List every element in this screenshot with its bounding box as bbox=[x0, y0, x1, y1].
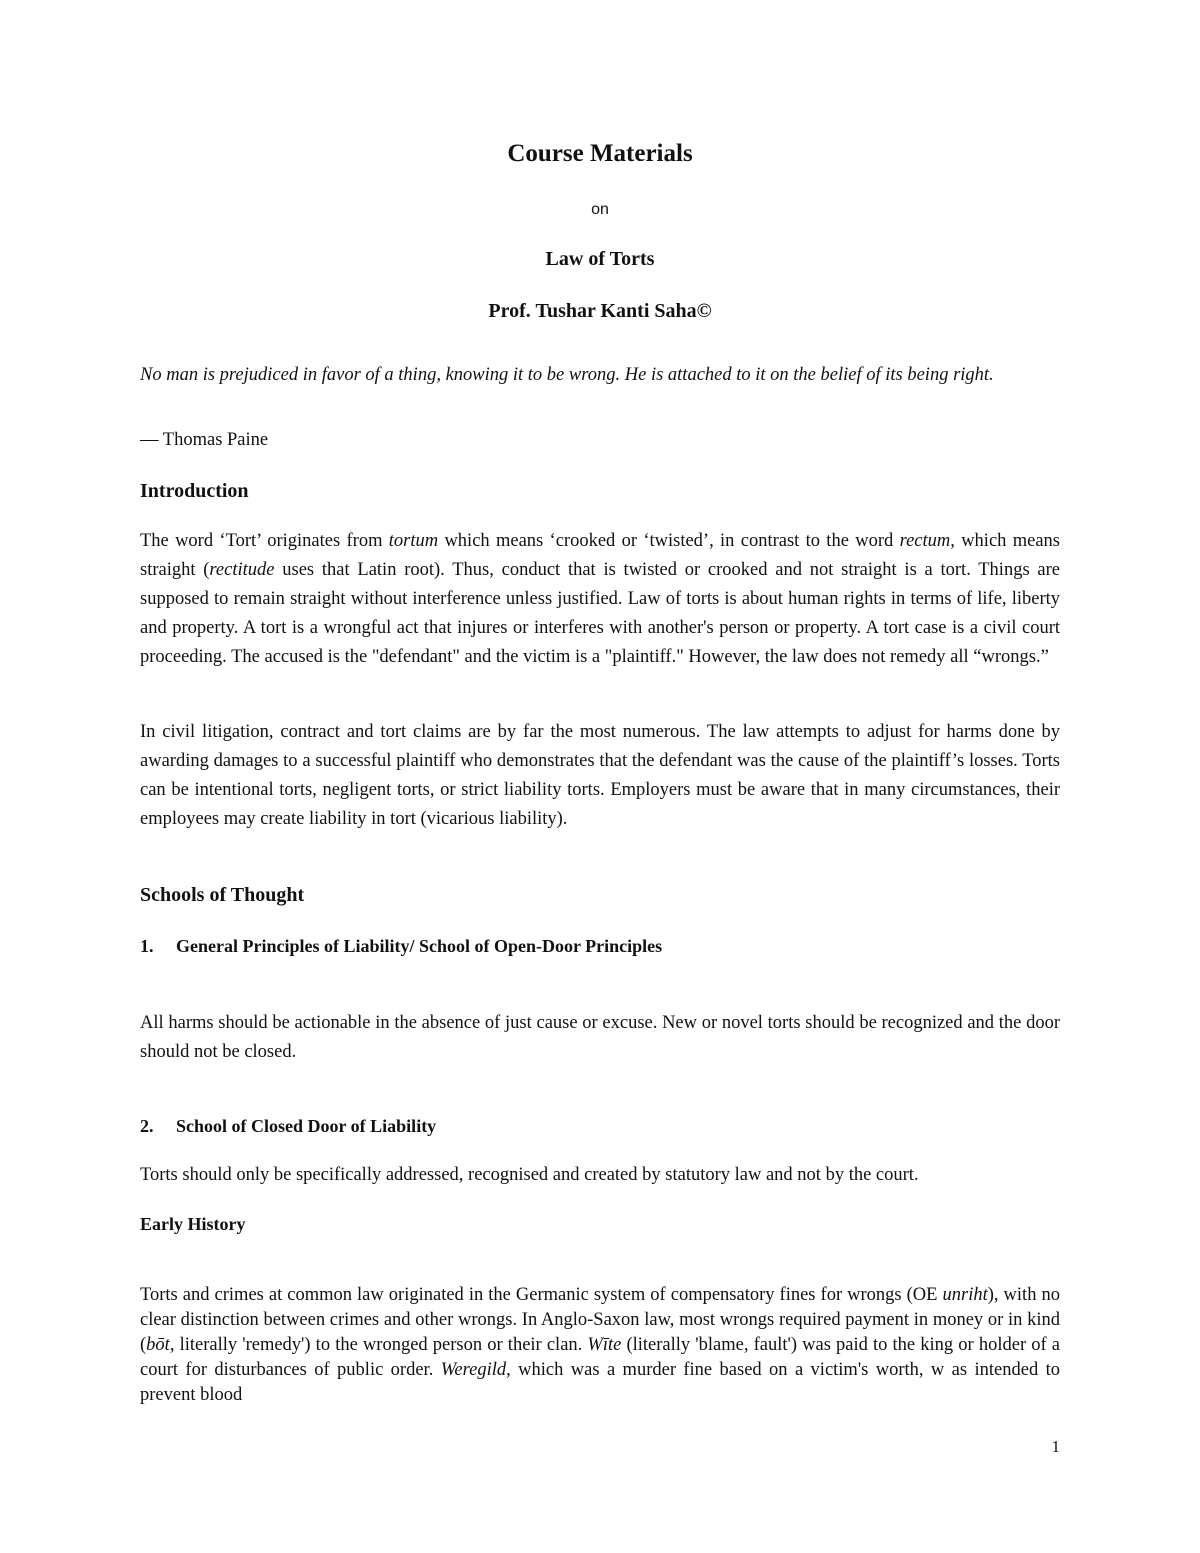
introduction-paragraph-2: In civil litigation, contract and tort claims are by far the most numerous. The law attempts to adjust for harms done by awarding damages to a successful plaintiff who demonstrates that the defendant was the cause of the plaintiff’s losses. Torts can be intentional torts, negligent torts, or strict liability torts. Employers must be aware that in many circumstances, their employees may create liability in tort (vicarious liability). bbox=[140, 722, 1060, 829]
school-1-number: 1. bbox=[140, 936, 154, 956]
school-2-title: School of Closed Door of Liability bbox=[176, 1116, 437, 1136]
school-1-title: General Principles of Liability/ School of Open-Door Principles bbox=[176, 936, 663, 956]
school-2-number: 2. bbox=[140, 1116, 154, 1136]
eh-text-a: Torts and crimes at common law originated in the Germanic system of compensatory fines for wrongs (OE bbox=[140, 1285, 943, 1305]
eh-term-wite: Wīte bbox=[587, 1335, 622, 1355]
early-history-paragraph bbox=[140, 1283, 1060, 1408]
eh-text-i: , which was a murder fine based on a victim's worth, w as intended to prevent blood bbox=[140, 1360, 1060, 1405]
intro-p1-text-c: which means ‘crooked or ‘twisted’, in contrast to the word bbox=[438, 531, 900, 551]
eh-term-bot: bōt bbox=[146, 1335, 170, 1355]
intro-p1-text-e: which means straight ( bbox=[140, 531, 1060, 580]
heading-early-history: Early History bbox=[140, 1214, 246, 1234]
page-number: 1 bbox=[1051, 1437, 1060, 1456]
intro-p1-term-rectum: rectum, bbox=[899, 531, 955, 551]
school-1-heading bbox=[140, 936, 662, 957]
eh-text-e: , literally 'remedy') to the wronged person or their clan. bbox=[169, 1335, 588, 1355]
eh-term-unriht: unriht bbox=[942, 1285, 988, 1305]
document-title: Course Materials bbox=[507, 140, 693, 167]
epigraph-quote: No man is prejudiced in favor of a thing, knowing it to be wrong. He is attached to it on the belief of its being right. bbox=[140, 365, 994, 385]
heading-schools-of-thought: Schools of Thought bbox=[140, 884, 305, 906]
introduction-paragraph-1 bbox=[140, 527, 1060, 672]
title-connector: on bbox=[591, 201, 609, 218]
school-2-heading bbox=[140, 1116, 436, 1137]
document-author: Prof. Tushar Kanti Saha© bbox=[488, 300, 712, 322]
school-2-body: Torts should only be specifically addressed, recognised and created by statutory law and not by the court. bbox=[140, 1165, 919, 1185]
school-1-body: All harms should be actionable in the absence of just cause or excuse. New or novel torts should be recognized and the door should not be closed. bbox=[140, 1013, 1060, 1062]
eh-term-weregild: Weregild bbox=[440, 1360, 507, 1380]
intro-p1-term-rectitude: rectitude bbox=[209, 560, 275, 580]
epigraph-author: — Thomas Paine bbox=[140, 430, 269, 450]
intro-p1-term-tortum: tortum bbox=[388, 531, 439, 551]
intro-p1-text-g: uses that Latin root). Thus, conduct that is twisted or crooked and not straight is a tort. Things are supposed to remain straight without interference unless justified. Law of torts is about human rights in terms of life, liberty and property. A tort is a wrongful act that injures or interferes with another's person or property. A tort case is a civil court proceeding. The accused is the "defendant" and the victim is a "plaintiff." However, the law does not remedy all “wrongs.” bbox=[140, 560, 1060, 667]
eh-text-g: (literally 'blame, fault') was paid to the king or holder of a court for disturbances of public order. bbox=[140, 1335, 1060, 1380]
document-subtitle: Law of Torts bbox=[545, 248, 655, 270]
eh-text-c: ), with no clear distinction between crimes and other wrongs. In Anglo-Saxon law, most wrongs required payment in money or in kind ( bbox=[140, 1285, 1060, 1355]
intro-p1-text-a: The word ‘Tort’ originates from bbox=[140, 531, 389, 551]
heading-introduction: Introduction bbox=[140, 480, 249, 502]
